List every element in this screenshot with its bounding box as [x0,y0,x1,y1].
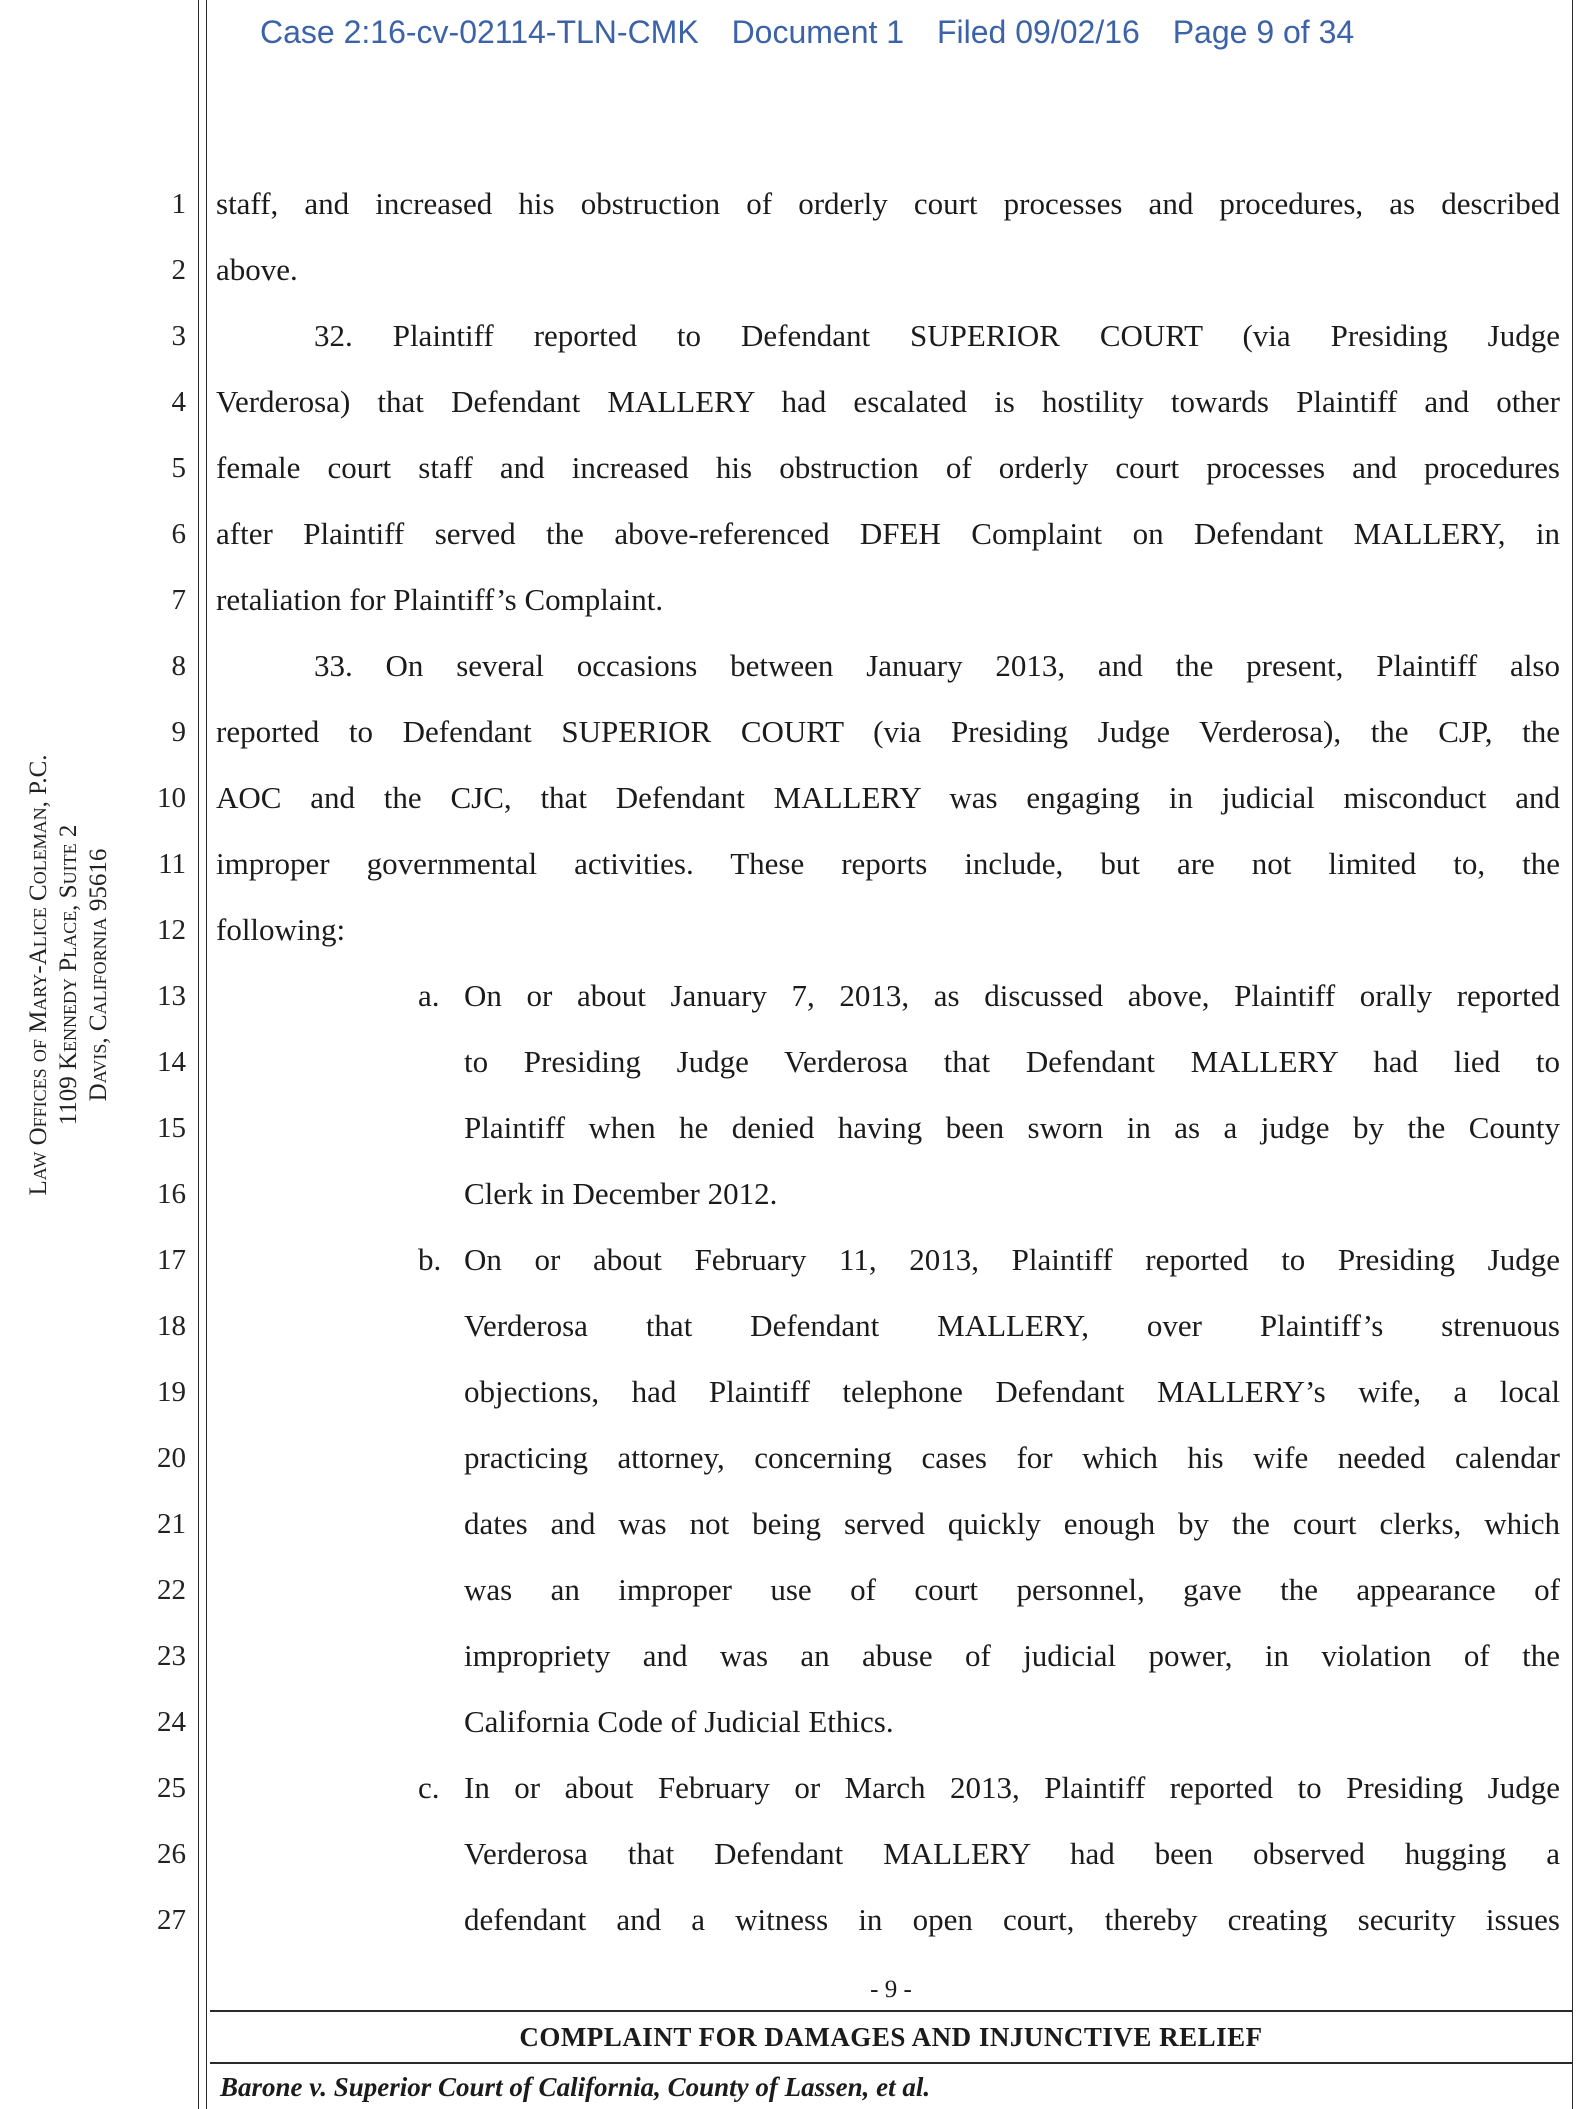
filing-header [260,14,1380,51]
text-line: On or about February 11, 2013, Plaintiff reported to Presiding Judge [464,1242,1560,1277]
filed-date: Filed 09/02/16 [936,14,1140,50]
firm-sidebar [24,625,134,1325]
text-line: 32. Plaintiff reported to Defendant SUPERIOR COURT (via Presiding Judge [314,318,1560,353]
line-number: 18 [157,1310,186,1342]
line-number: 11 [158,848,186,880]
page-indicator: Page 9 of 34 [1172,14,1355,50]
line-number: 15 [157,1112,186,1144]
firm-city: Davis, California 95616 [85,848,112,1102]
margin-rule-left-1 [198,0,199,2109]
line-number: 24 [157,1706,186,1738]
line-number: 22 [157,1574,186,1606]
list-label-a: a. [418,978,440,1013]
text-line: objections, had Plaintiff telephone Defendant MALLERY’s wife, a local [464,1374,1560,1409]
text-line: Verderosa that Defendant MALLERY had been observed hugging a [464,1836,1560,1871]
text-line: On or about January 7, 2013, as discussed above, Plaintiff orally reported [464,978,1560,1013]
line-number: 14 [157,1046,186,1078]
line-number: 9 [171,716,186,748]
text-line: improper governmental activities. These reports include, but are not limited to, the [216,846,1560,881]
line-number: 2 [171,254,186,286]
line-number: 12 [157,914,186,946]
line-number: 10 [157,782,186,814]
line-number: 21 [157,1508,186,1540]
line-number: 23 [157,1640,186,1672]
text-line: Plaintiff when he denied having been sworn in as a judge by the County [464,1110,1560,1145]
text-line: Verderosa) that Defendant MALLERY had escalated is hostility towards Plaintiff and other [216,384,1560,419]
footer-rule-bottom [210,2062,1572,2064]
text-line: 33. On several occasions between January 2013, and the present, Plaintiff also [314,648,1560,683]
text-line: staff, and increased his obstruction of orderly court processes and procedures, as described [216,186,1560,221]
text-line: female court staff and increased his obstruction of orderly court processes and procedures [216,450,1560,485]
margin-rule-right [1572,0,1573,2109]
line-number: 25 [157,1772,186,1804]
firm-street: 1109 Kennedy Place, Suite 2 [55,824,82,1126]
document-number: Document 1 [731,14,905,50]
line-number: 4 [171,386,186,418]
page-number: - 9 - [870,1976,912,2003]
line-number: 3 [171,320,186,352]
line-number: 26 [157,1838,186,1870]
firm-name: Law Offices of Mary-Alice Coleman, P.C. [25,754,52,1196]
line-number: 7 [171,584,186,616]
line-number: 20 [157,1442,186,1474]
text-line: Clerk in December 2012. [464,1176,778,1211]
text-line: after Plaintiff served the above-referenced DFEH Complaint on Defendant MALLERY, in [216,516,1560,551]
text-line: to Presiding Judge Verderosa that Defendant MALLERY had lied to [464,1044,1560,1079]
case-number: Case 2:16-cv-02114-TLN-CMK [260,14,699,50]
text-line: reported to Defendant SUPERIOR COURT (via Presiding Judge Verderosa), the CJP, the [216,714,1560,749]
text-line: Verderosa that Defendant MALLERY, over Plaintiff’s strenuous [464,1308,1560,1343]
footer-title: COMPLAINT FOR DAMAGES AND INJUNCTIVE RELIEF [519,2022,1263,2052]
text-line: In or about February or March 2013, Plaintiff reported to Presiding Judge [464,1770,1560,1805]
text-line: AOC and the CJC, that Defendant MALLERY was engaging in judicial misconduct and [216,780,1560,815]
line-number: 13 [157,980,186,1012]
text-line: dates and was not being served quickly enough by the court clerks, which [464,1506,1560,1541]
text-line: retaliation for Plaintiff’s Complaint. [216,582,664,617]
line-number: 17 [157,1244,186,1276]
text-line: above. [216,252,298,287]
text-line: impropriety and was an abuse of judicial power, in violation of the [464,1638,1560,1673]
text-line: following: [216,912,346,947]
list-label-b: b. [418,1242,442,1277]
line-number: 19 [157,1376,186,1408]
margin-rule-left-2 [206,0,207,2109]
line-number: 8 [171,650,186,682]
line-number: 6 [171,518,186,550]
text-line: California Code of Judicial Ethics. [464,1704,894,1739]
text-line: was an improper use of court personnel, gave the appearance of [464,1572,1560,1607]
list-label-c: c. [418,1770,440,1805]
text-line: practicing attorney, concerning cases for which his wife needed calendar [464,1440,1560,1475]
footer-rule-top [210,2010,1572,2012]
line-number: 16 [157,1178,186,1210]
line-number: 1 [171,188,186,220]
line-number: 5 [171,452,186,484]
case-caption: Barone v. Superior Court of California, County of Lassen, et al. [220,2072,931,2102]
line-number: 27 [157,1904,186,1936]
text-line: defendant and a witness in open court, thereby creating security issues [464,1902,1560,1937]
